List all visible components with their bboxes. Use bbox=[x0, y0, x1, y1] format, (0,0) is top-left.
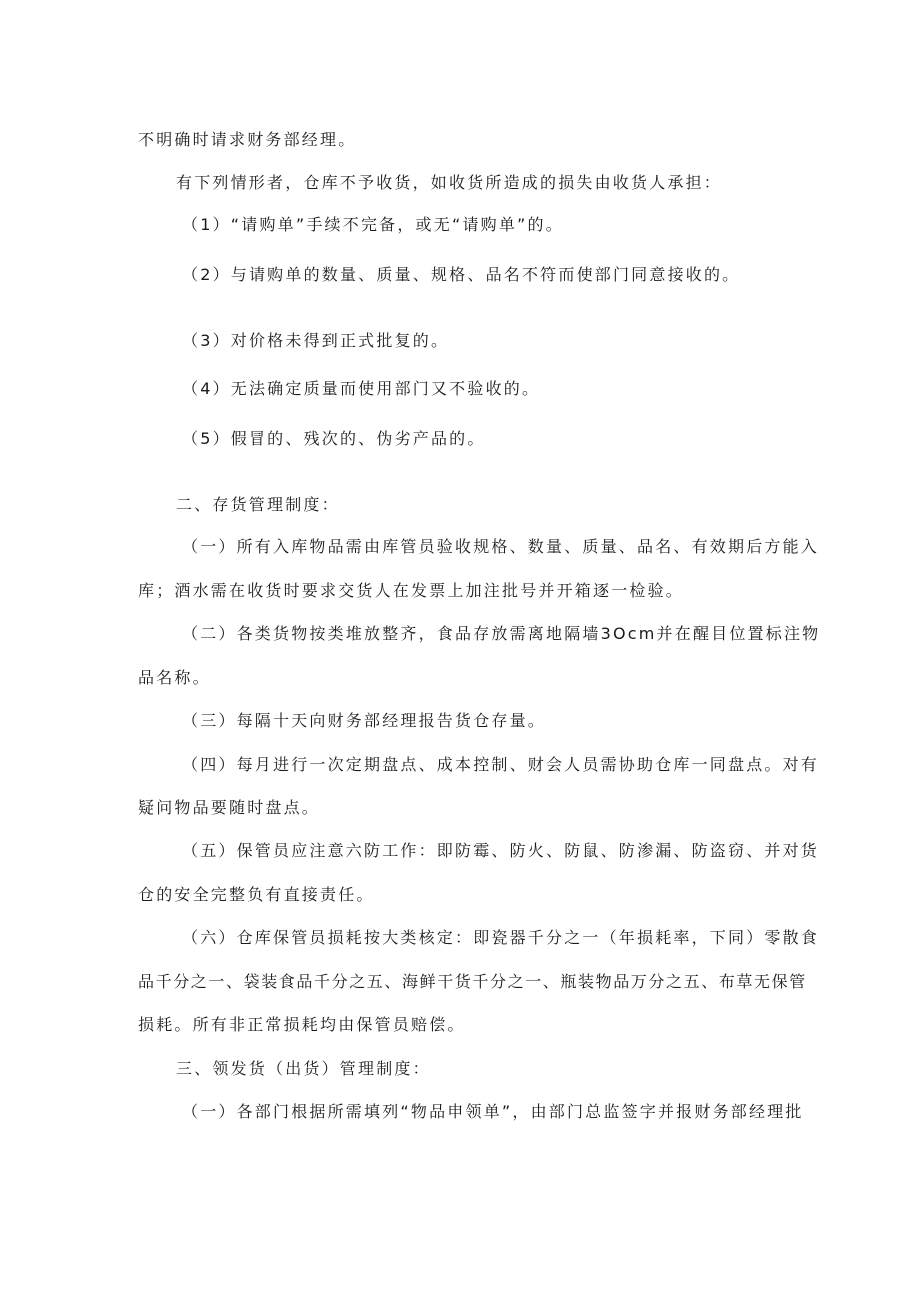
receiving-item-1: （1）“请购单”手续不完备，或无“请购单”的。 bbox=[182, 215, 564, 234]
inventory-item-2-line-2: 品名称。 bbox=[138, 668, 211, 687]
inventory-item-4-line-2: 疑问物品要随时盘点。 bbox=[138, 798, 321, 817]
issuing-heading: 三、领发货（出货）管理制度： bbox=[176, 1059, 431, 1078]
receiving-item-5: （5）假冒的、残次的、伪劣产品的。 bbox=[182, 429, 486, 448]
inventory-heading: 二、存货管理制度： bbox=[176, 495, 340, 514]
inventory-item-4-line-1: （四）每月进行一次定期盘点、成本控制、财会人员需协助仓库一同盘点。对有 bbox=[182, 755, 820, 774]
inventory-item-3-line-1: （三）每隔十天向财务部经理报告货仓存量。 bbox=[182, 711, 547, 730]
inventory-item-6-line-2: 品千分之一、袋装食品千分之五、海鲜干货千分之一、瓶装物品万分之五、布草无保管 bbox=[138, 972, 807, 991]
receiving-intro: 有下列情形者，仓库不予收货，如收货所造成的损失由收货人承担： bbox=[176, 173, 723, 192]
inventory-item-5-line-2: 仓的安全完整负有直接责任。 bbox=[138, 885, 375, 904]
inventory-item-5-line-1: （五）保管员应注意六防工作：即防霉、防火、防鼠、防渗漏、防盗窃、并对货 bbox=[182, 841, 820, 860]
inventory-item-6-line-1: （六）仓库保管员损耗按大类核定：即瓷器千分之一（年损耗率，下同）零散食 bbox=[182, 928, 820, 947]
inventory-item-1-line-1: （一）所有入库物品需由库管员验收规格、数量、质量、品名、有效期后方能入 bbox=[182, 537, 820, 556]
inventory-item-1-line-2: 库；酒水需在收货时要求交货人在发票上加注批号并开箱逐一检验。 bbox=[138, 581, 685, 600]
receiving-item-2: （2）与请购单的数量、质量、规格、品名不符而使部门同意接收的。 bbox=[182, 265, 741, 284]
receiving-item-3: （3）对价格未得到正式批复的。 bbox=[182, 331, 450, 350]
inventory-item-6-line-3: 损耗。所有非正常损耗均由保管员赔偿。 bbox=[138, 1015, 466, 1034]
receiving-continuation: 不明确时请求财务部经理。 bbox=[138, 130, 357, 149]
receiving-item-4: （4）无法确定质量而使用部门又不验收的。 bbox=[182, 379, 541, 398]
inventory-item-2-line-1: （二）各类货物按类堆放整齐，食品存放需离地隔墙3Ocm并在醒目位置标注物 bbox=[182, 624, 821, 643]
issuing-item-1-line-1: （一）各部门根据所需填列“物品申领单”，由部门总监签字并报财务部经理批 bbox=[182, 1102, 804, 1121]
